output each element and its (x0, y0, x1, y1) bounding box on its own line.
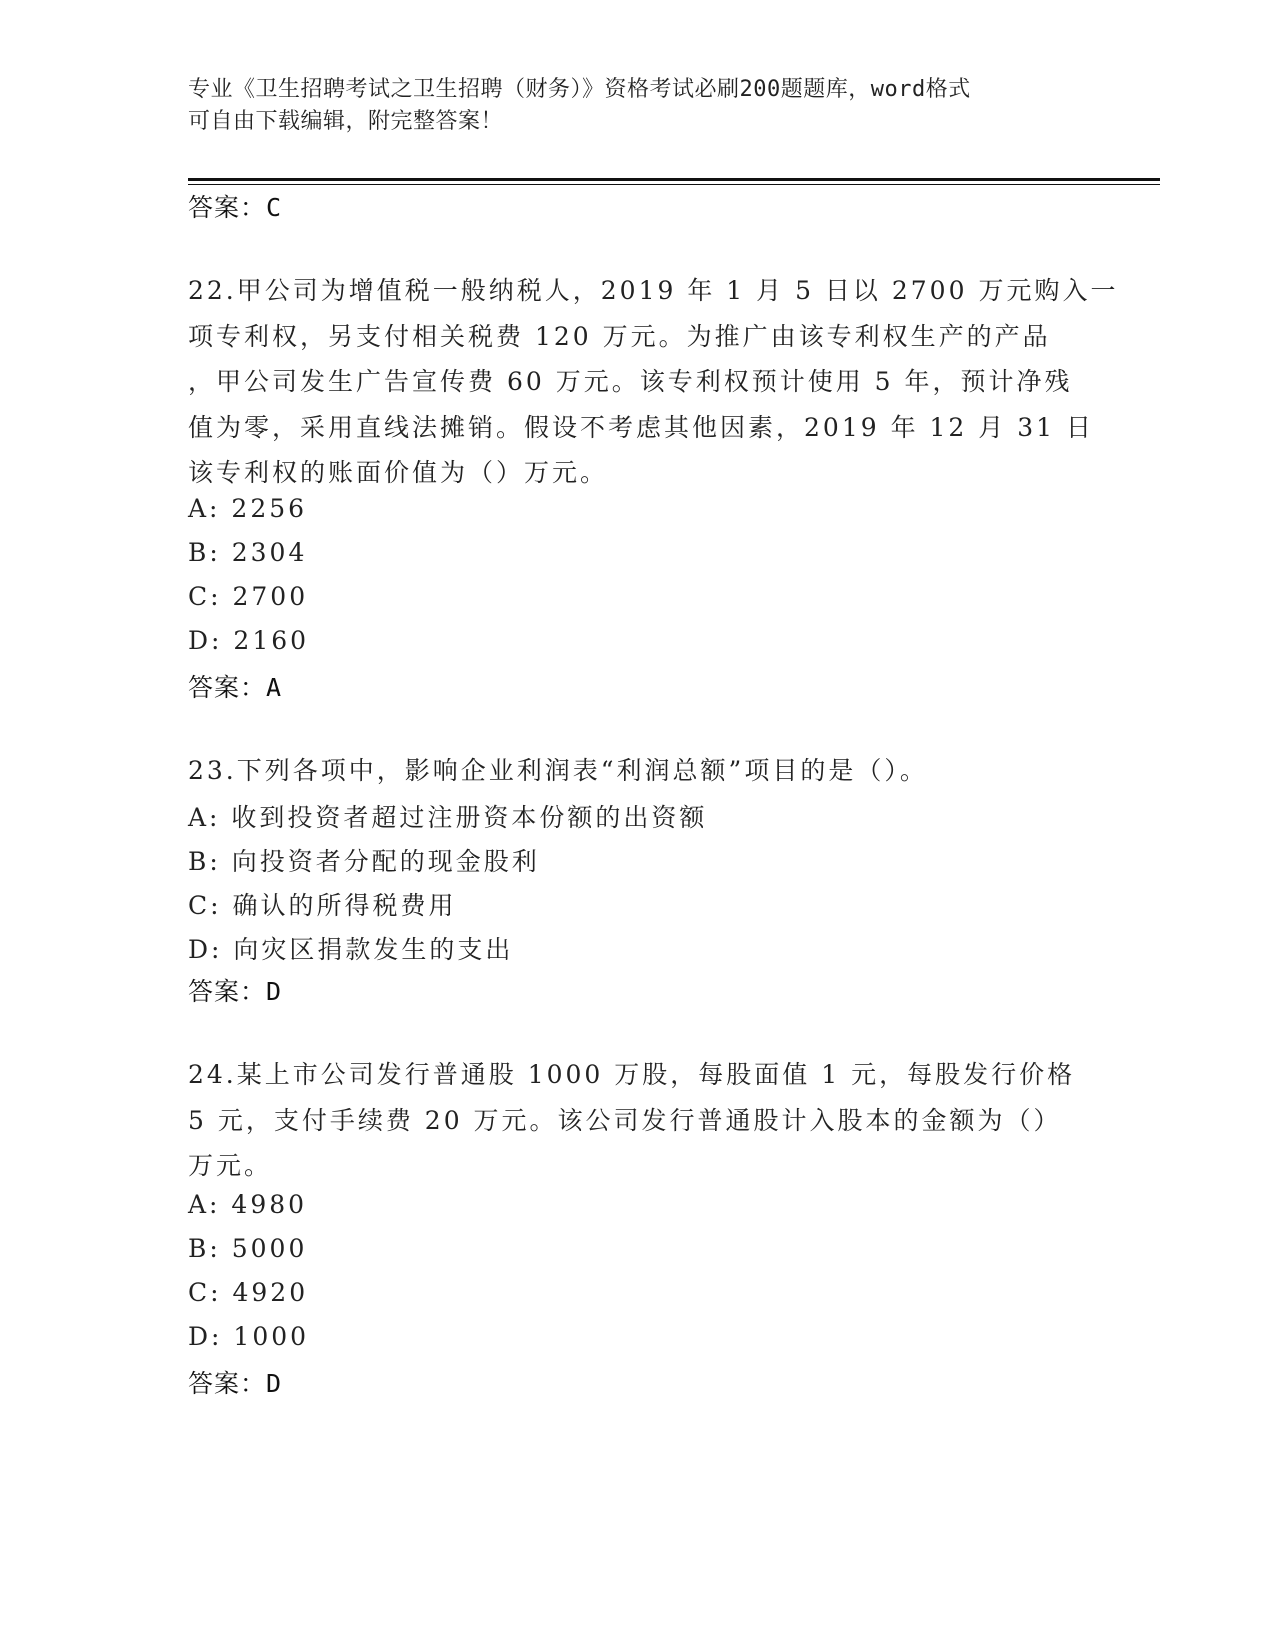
header-line-1: 专业《卫生招聘考试之卫生招聘（财务）》资格考试必刷200题题库，word格式 (188, 77, 971, 102)
question-22-line: 22.甲公司为增值税一般纳税人，2019 年 1 月 5 日以 2700 万元购入一 (188, 276, 1119, 305)
question-24-line: 5 元，支付手续费 20 万元。该公司发行普通股计入股本的金额为（） (188, 1105, 1062, 1135)
question-22-option-b: B: 2304 (188, 538, 308, 567)
question-23-answer: 答案：D (188, 977, 283, 1006)
question-22-line: 项专利权，另支付相关税费 120 万元。为推广由该专利权生产的产品 (188, 321, 1051, 351)
question-22-line: ，甲公司发生广告宣传费 60 万元。该专利权预计使用 5 年，预计净残 (188, 367, 1073, 396)
question-23-line: 23.下列各项中，影响企业利润表“利润总额”项目的是（）。 (188, 756, 928, 785)
header-rule-thin (188, 184, 1160, 185)
question-24-line: 24.某上市公司发行普通股 1000 万股，每股面值 1 元，每股发行价格 (188, 1060, 1076, 1089)
question-23-option-a: A: 收到投资者超过注册资本份额的出资额 (188, 803, 708, 832)
question-24-line: 万元。 (188, 1151, 273, 1180)
document-header (188, 74, 1068, 138)
question-24-option-c: C: 4920 (188, 1278, 309, 1307)
question-24-option-a: A: 4980 (188, 1190, 308, 1219)
question-22-option-a: A: 2256 (188, 494, 308, 523)
question-23-option-b: B: 向投资者分配的现金股利 (188, 847, 540, 876)
question-23-option-c: C: 确认的所得税费用 (188, 891, 457, 920)
question-24-option-d: D: 1000 (188, 1322, 310, 1351)
question-22-line: 该专利权的账面价值为（）万元。 (188, 458, 609, 487)
question-24-answer: 答案：D (188, 1369, 283, 1398)
header-rule-thick (188, 178, 1160, 181)
question-24 (188, 1052, 1078, 1189)
question-22 (188, 268, 1119, 496)
question-22-answer: 答案：A (188, 673, 283, 702)
question-22-line: 值为零，采用直线法摊销。假设不考虑其他因素，2019 年 12 月 31 日 (188, 412, 1094, 442)
previous-answer: 答案：C (188, 193, 283, 222)
question-24-option-b: B: 5000 (188, 1234, 308, 1263)
header-line-2: 可自由下载编辑，附完整答案！ (188, 109, 504, 134)
question-23-option-d: D: 向灾区捐款发生的支出 (188, 935, 514, 964)
question-22-option-d: D: 2160 (188, 626, 310, 655)
question-22-option-c: C: 2700 (188, 582, 309, 611)
question-23 (188, 748, 1078, 794)
